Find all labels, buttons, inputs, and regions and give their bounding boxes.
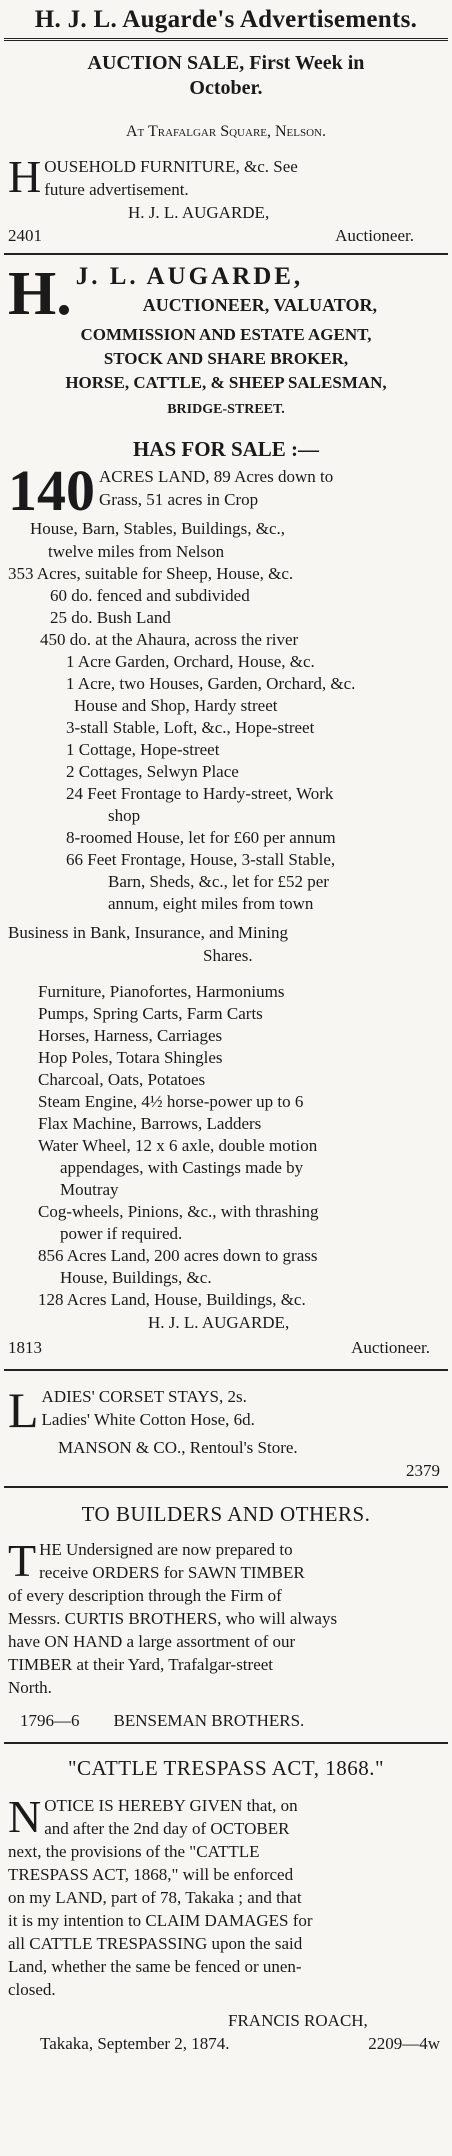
auction-sale-ad	[0, 51, 452, 247]
ad-heading: AUCTION SALE, First Week in	[87, 52, 365, 74]
ad-ref-number: 2379	[406, 1461, 440, 1480]
ad-body: ADIES' CORSET STAYS, 2s.	[41, 1387, 247, 1406]
ad-ref-number: 2209—4w	[368, 2034, 440, 2053]
ad-body: TRESPASS ACT, 1868," will be enforced	[8, 1865, 294, 1884]
ad-body: HE Undersigned are now prepared to	[39, 1540, 293, 1559]
ad-body: Messrs. CURTIS BROTHERS, who will always	[8, 1609, 338, 1628]
sale-item: 450 do. at the Ahaura, across the river	[40, 630, 299, 649]
page-title: H. J. L. Augarde's Advertisements.	[34, 6, 418, 33]
ad-body: Land, whether the same be fenced or unen-	[8, 1957, 302, 1976]
sale-item: ACRES LAND, 89 Acres down to	[99, 467, 334, 486]
divider	[4, 1742, 448, 1744]
sale-item: annum, eight miles from town	[108, 894, 314, 913]
sale-item: shop	[108, 806, 141, 825]
sale-item: 66 Feet Frontage, House, 3-stall Stable,	[66, 850, 336, 869]
sale-item: Grass, 51 acres in Crop	[99, 490, 259, 509]
ad-ref-number: 1813	[8, 1338, 42, 1357]
sale-item: twelve miles from Nelson	[48, 542, 225, 561]
ad-body: OTICE IS HEREBY GIVEN that, on	[44, 1796, 298, 1815]
sale-item: Barn, Sheds, &c., let for £52 per	[108, 872, 329, 891]
goods-item: power if required.	[60, 1224, 183, 1243]
ad-signature: H. J. L. AUGARDE,	[128, 203, 270, 222]
ad-ref-number: 1796—6	[20, 1711, 80, 1730]
ad-shop: MANSON & CO., Rentoul's Store.	[58, 1438, 298, 1457]
sale-item: House, Barn, Stables, Buildings, &c.,	[30, 519, 285, 538]
builders-ad	[0, 1500, 452, 1732]
ad-ref-number: 2401	[8, 226, 42, 245]
ad-dateline: Takaka, September 2, 1874.	[40, 2034, 230, 2053]
ad-signature: BENSEMAN BROTHERS.	[113, 1711, 305, 1730]
ad-body: OUSEHOLD FURNITURE, &c. See	[44, 157, 298, 176]
ad-body: and after the 2nd day of OCTOBER	[44, 1819, 290, 1838]
business-street: BRIDGE-STREET.	[167, 402, 285, 417]
ad-body: on my LAND, part of 78, Takaka ; and that	[8, 1888, 302, 1907]
drop-cap: H.	[8, 261, 72, 323]
ad-location: At Trafalgar Square, Nelson.	[125, 123, 326, 140]
drop-cap: T	[8, 1538, 37, 1584]
goods-item: Furniture, Pianofortes, Harmoniums	[38, 982, 285, 1001]
sale-item: 24 Feet Frontage to Hardy-street, Work	[66, 784, 334, 803]
ad-signature: H. J. L. AUGARDE,	[148, 1313, 290, 1332]
goods-item: Water Wheel, 12 x 6 axle, double motion	[38, 1136, 318, 1155]
sale-item: 1 Acre, two Houses, Garden, Orchard, &c.	[66, 674, 356, 693]
divider	[4, 38, 448, 41]
goods-item: Moutray	[60, 1180, 119, 1199]
goods-item: House, Buildings, &c.	[60, 1268, 212, 1287]
business-title: STOCK AND SHARE BROKER,	[103, 349, 349, 368]
ad-signature: FRANCIS ROACH,	[228, 2011, 368, 2030]
ad-heading: "CATTLE TRESPASS ACT, 1868."	[67, 1756, 385, 1780]
ad-heading: TO BUILDERS AND OTHERS.	[81, 1502, 371, 1526]
ad-body: it is my intention to CLAIM DAMAGES for	[8, 1911, 313, 1930]
goods-item: 856 Acres Land, 200 acres down to grass	[38, 1246, 318, 1265]
business-name: J. L. AUGARDE,	[75, 263, 304, 290]
goods-item: Pumps, Spring Carts, Farm Carts	[38, 1004, 263, 1023]
ad-body: North.	[8, 1678, 52, 1697]
ad-heading-cont: October.	[189, 77, 263, 99]
has-for-sale-heading: HAS FOR SALE :—	[132, 437, 320, 461]
drop-cap: L	[8, 1385, 39, 1432]
drop-cap: H	[8, 155, 42, 201]
newspaper-page	[0, 6, 452, 2156]
ad-body: have ON HAND a large assortment of our	[8, 1632, 296, 1651]
ad-body: closed.	[8, 1980, 56, 1999]
augarde-business-ad	[0, 261, 452, 1359]
sale-item: 3-stall Stable, Loft, &c., Hope-street	[66, 718, 315, 737]
ad-body: TIMBER at their Yard, Trafalgar-street	[8, 1655, 274, 1674]
sale-item: 8-roomed House, let for £60 per annum	[66, 828, 336, 847]
goods-item: 128 Acres Land, House, Buildings, &c.	[38, 1290, 306, 1309]
goods-item: Charcoal, Oats, Potatoes	[38, 1070, 206, 1089]
sale-item: 60 do. fenced and subdivided	[50, 586, 250, 605]
drop-cap: N	[8, 1794, 42, 1840]
sale-item: Business in Bank, Insurance, and Mining	[8, 923, 288, 942]
ad-body: of every description through the Firm of	[8, 1586, 282, 1605]
goods-item: Cog-wheels, Pinions, &c., with thrashing	[38, 1202, 319, 1221]
business-title: COMMISSION AND ESTATE AGENT,	[80, 325, 372, 344]
ad-role: Auctioneer.	[351, 1338, 430, 1357]
ad-role: Auctioneer.	[335, 226, 414, 245]
divider	[4, 253, 448, 255]
goods-item: appendages, with Castings made by	[60, 1158, 304, 1177]
business-title: AUCTIONEER, VALUATOR,	[142, 295, 377, 315]
goods-item: Flax Machine, Barrows, Ladders	[38, 1114, 262, 1133]
ad-body: next, the provisions of the "CATTLE	[8, 1842, 260, 1861]
sale-item: 2 Cottages, Selwyn Place	[66, 762, 239, 781]
cattle-trespass-ad	[0, 1754, 452, 2055]
ad-body: receive ORDERS for SAWN TIMBER	[39, 1563, 305, 1582]
sale-item: Shares.	[203, 946, 253, 965]
ad-body: Ladies' White Cotton Hose, 6d.	[41, 1410, 255, 1429]
divider	[4, 1486, 448, 1488]
corset-stays-ad	[0, 1385, 452, 1482]
goods-item: Steam Engine, 4½ horse-power up to 6	[38, 1092, 304, 1111]
business-title: HORSE, CATTLE, & SHEEP SALESMAN,	[65, 373, 387, 392]
sale-item: 25 do. Bush Land	[50, 608, 171, 627]
goods-item: Horses, Harness, Carriages	[38, 1026, 223, 1045]
sale-item: 1 Acre Garden, Orchard, House, &c.	[66, 652, 315, 671]
ad-body-cont: future advertisement.	[44, 180, 189, 199]
acres-number: 140	[8, 465, 95, 517]
ad-body: all CATTLE TRESPASSING upon the said	[8, 1934, 303, 1953]
sale-item: House and Shop, Hardy street	[74, 696, 278, 715]
goods-item: Hop Poles, Totara Shingles	[38, 1048, 223, 1067]
sale-item: 1 Cottage, Hope-street	[66, 740, 220, 759]
sale-item: 353 Acres, suitable for Sheep, House, &c.	[8, 564, 294, 583]
divider	[4, 1369, 448, 1371]
